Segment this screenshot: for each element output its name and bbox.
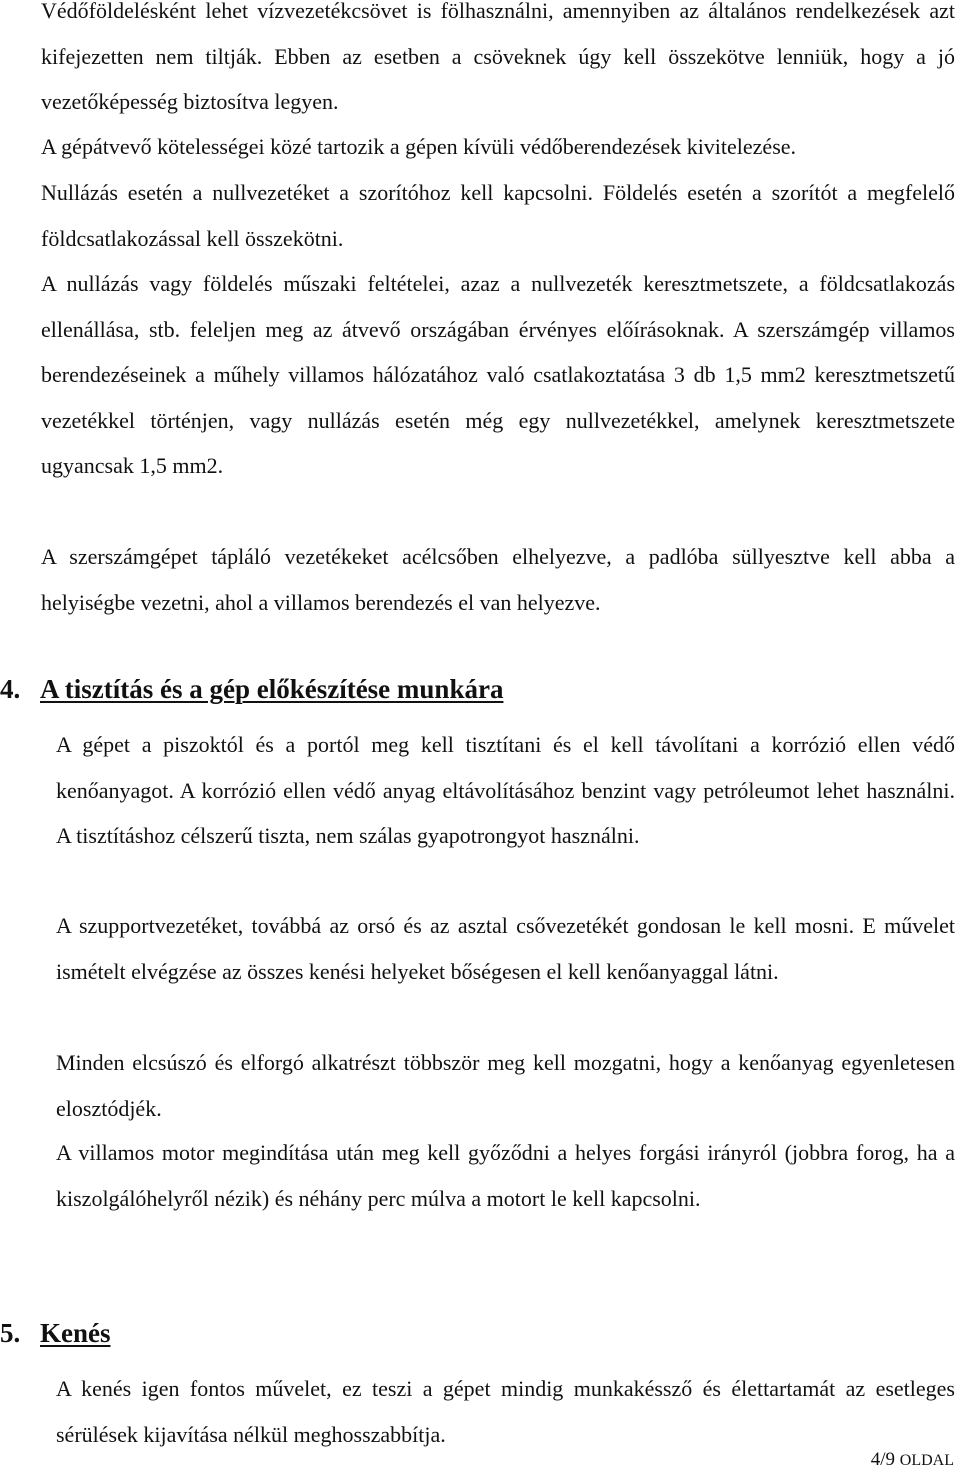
section-number: 5. — [0, 1318, 21, 1348]
section-title: Kenés — [40, 1318, 111, 1348]
paragraph-supply-cables: A szerszámgépet tápláló vezetékeket acélcsőben elhelyezve, a padlóba süllyesztve kell abba a helyiségbe vezetni, ahol a villamos berendezés el van helyezve. — [41, 544, 955, 615]
page-footer — [871, 1448, 954, 1473]
page-number: 4/9 — [870, 1449, 896, 1470]
paragraph-moving-parts: Minden elcsúszó és elforgó alkatrészt többször meg kell mozgatni, hogy a kenőanyag egyenletesen elosztódjék. — [56, 1050, 955, 1121]
paragraph-technical-requirements: A nullázás vagy földelés műszaki feltételei, azaz a nullvezeték keresztmetszete, a földcsatlakozás ellenállása, stb. feleljen meg az átvevő országában érvényes előírásoknak. A szerszámgép villamos berendezéseinek a műhely villamos hálózatához való csatlakoztatása 3 db 1,5 mm2 keresztmetszetű vezetékkel történjen, vagy nullázás esetén még egy nullvezetékkel, amelynek keresztmetszete ugyancsak 1,5 mm2. — [41, 271, 955, 478]
paragraph-neutral-connection: Nullázás esetén a nullvezetéket a szorítóhoz kell kapcsolni. Földelés esetén a szorítót a megfelelő földcsatlakozással kell összekötni. — [41, 180, 955, 251]
section-heading-cleaning — [0, 672, 503, 706]
paragraph-installer-duties: A gépátvevő kötelességei közé tartozik a gépen kívüli védőberendezések kivitelezése. — [41, 134, 797, 159]
paragraph-slide-washing: A szupportvezetéket, továbbá az orsó és az asztal csővezetékét gondosan le kell mosni. E művelet ismételt elvégzése az összes kenési helyeket bőségesen el kell kenőanyaggal látni. — [56, 913, 955, 984]
paragraph-protective-grounding: Védőföldelésként lehet vízvezetékcsövet is fölhasználni, amennyiben az általános rendelkezések azt kifejezetten nem tiltják. Ebben az esetben a csöveknek úgy kell összekötve lenniük, hogy a jó vezetőképesség biztosítva legyen. — [41, 0, 955, 114]
section-number: 4. — [0, 674, 21, 704]
paragraph-lubrication: A kenés igen fontos művelet, ez teszi a gépet mindig munkakéssző és élettartamát az esetleges sérülések kijavítása nélkül meghosszabbítja. — [56, 1376, 955, 1447]
paragraph-cleaning-dirt: A gépet a piszoktól és a portól meg kell tisztítani és el kell távolítani a korrózió ellen védő kenőanyagot. A korrózió ellen védő anyag eltávolításához benzint vagy petróleumot lehet használni. A tisztításhoz célszerű tiszta, nem szálas gyapotrongyot használni. — [56, 732, 955, 848]
section-title: A tisztítás és a gép előkészítése munkára — [40, 674, 504, 704]
page-label: OLDAL — [899, 1452, 954, 1469]
paragraph-motor-start: A villamos motor megindítása után meg kell győződni a helyes forgási irányról (jobbra forog, ha a kiszolgálóhelyről nézik) és néhány perc múlva a motort le kell kapcsolni. — [56, 1140, 955, 1211]
section-heading-lubrication — [0, 1316, 111, 1350]
